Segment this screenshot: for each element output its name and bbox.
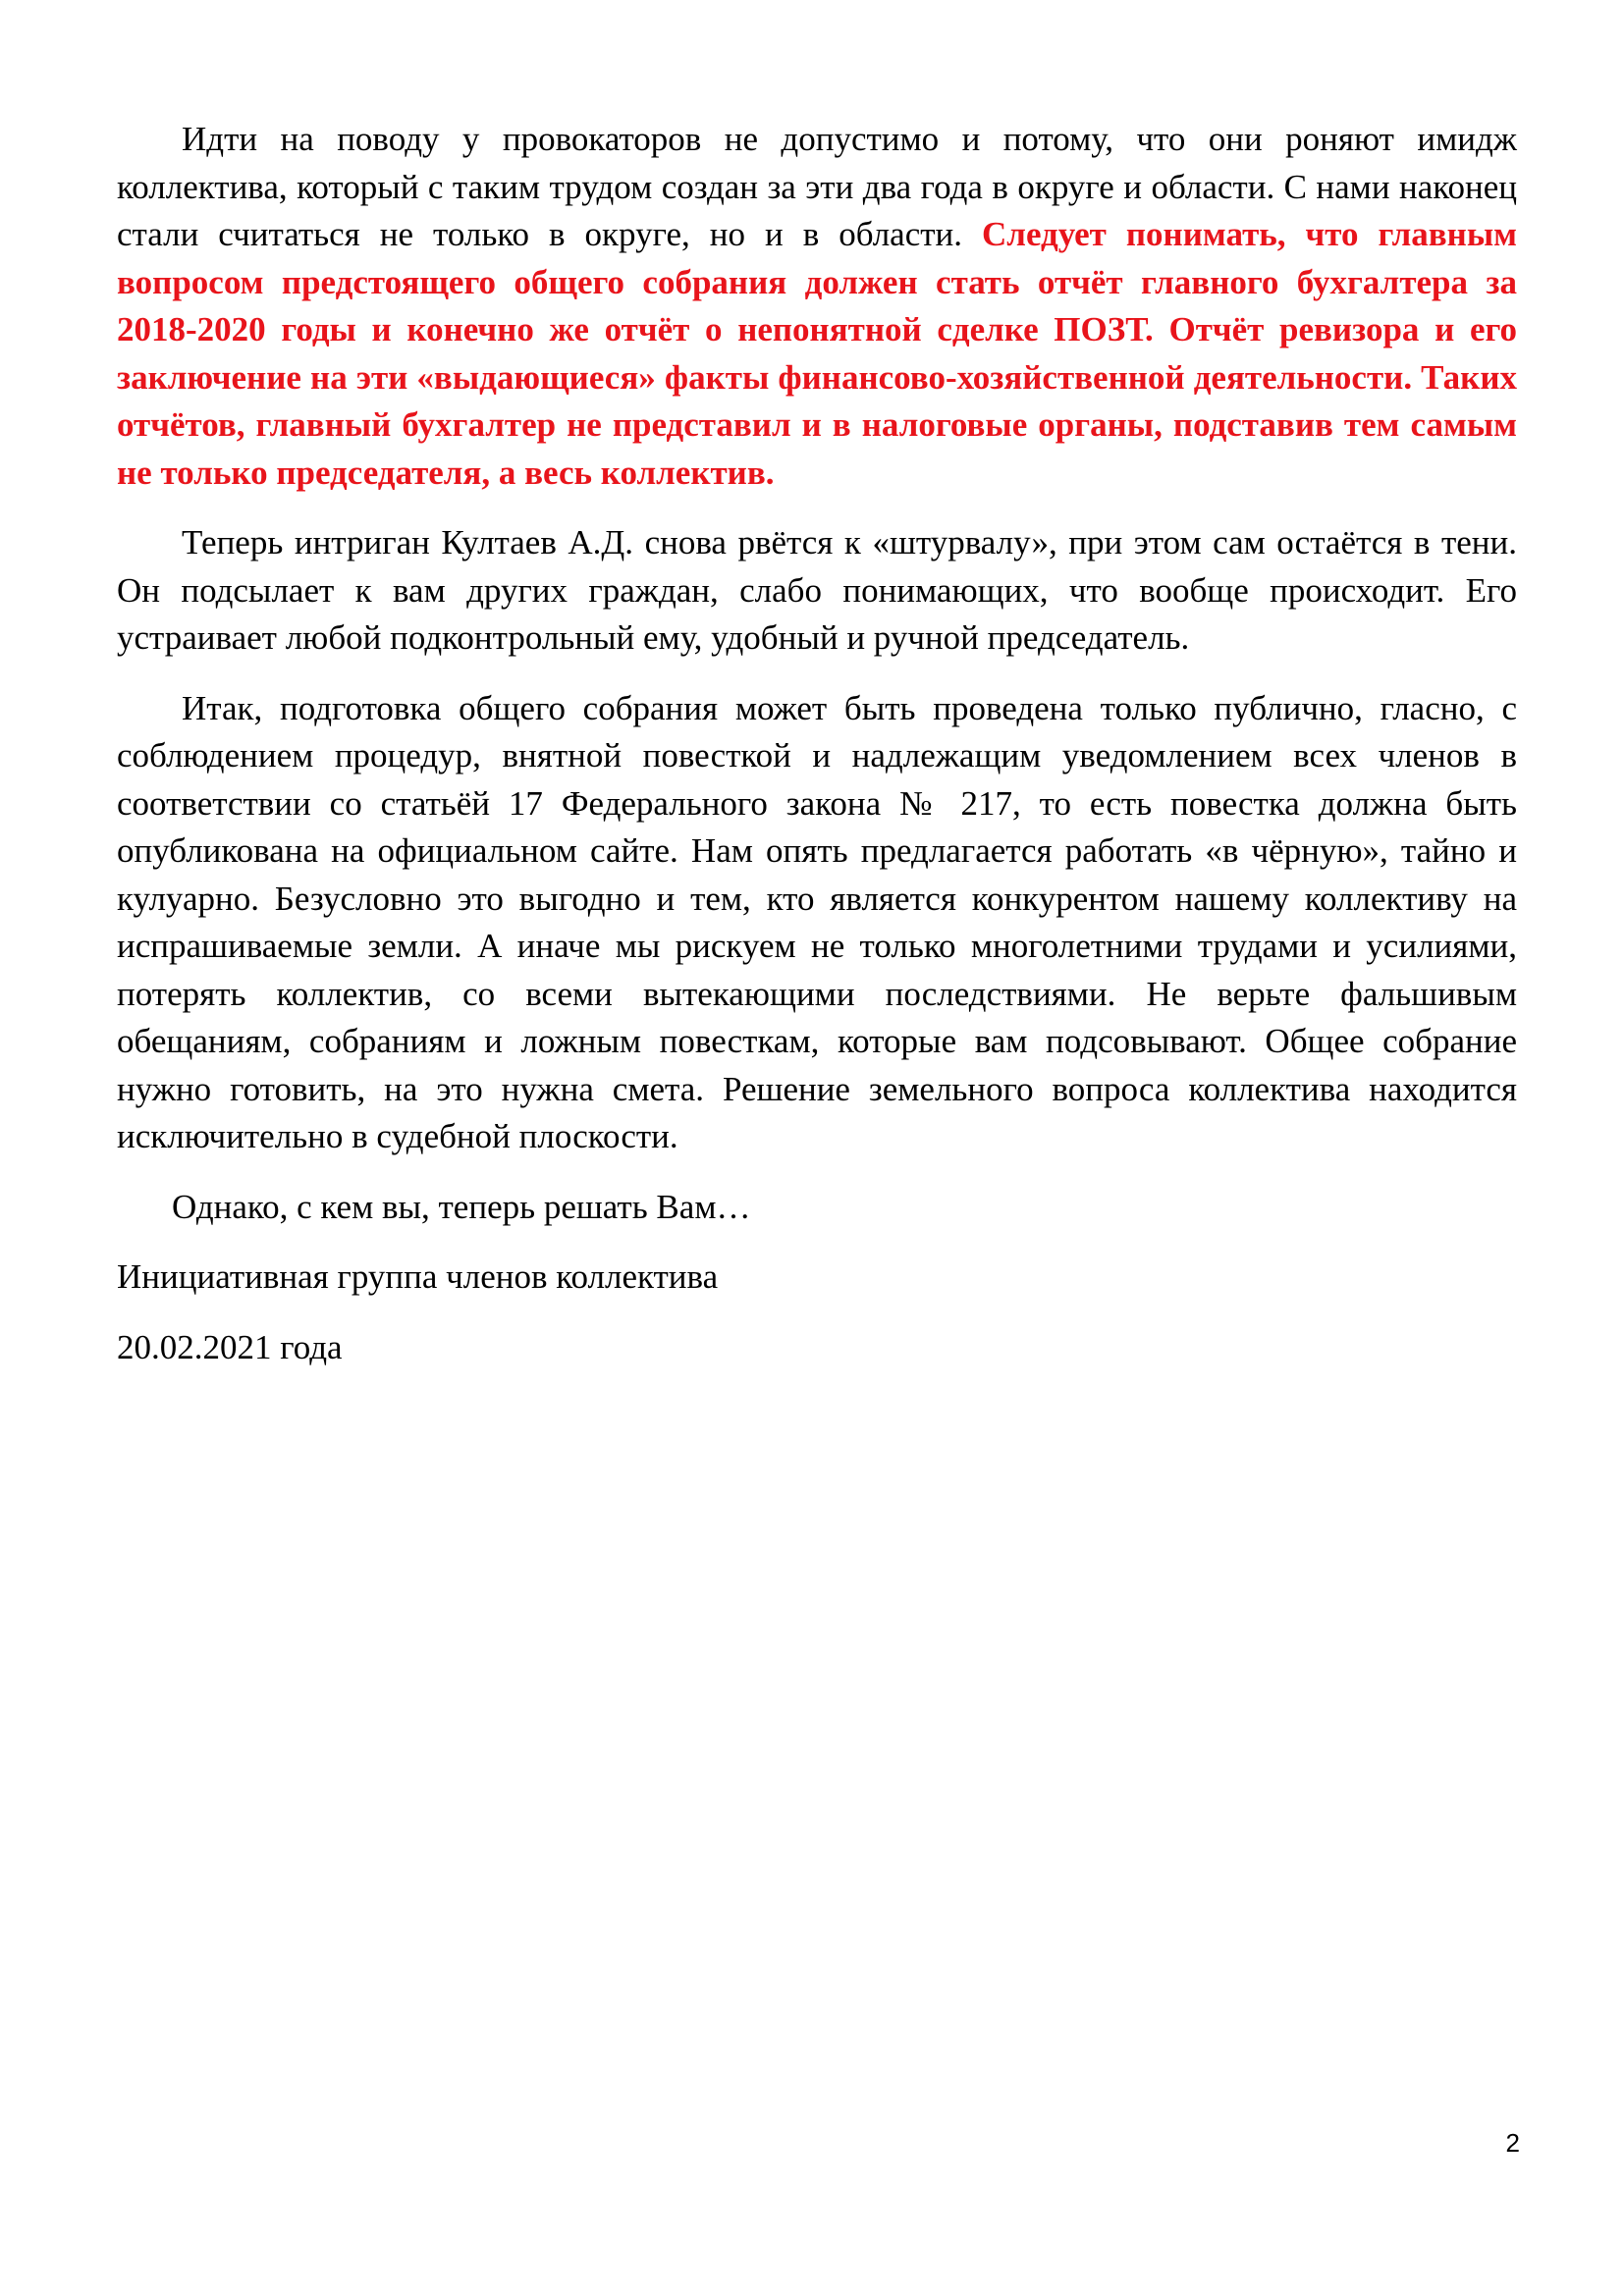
document-date: 20.02.2021 года: [117, 1327, 343, 1366]
paragraph-provocateurs: [117, 116, 1517, 497]
paragraph-intrigue: Теперь интриган Култаев А.Д. снова рвётся к «штурвалу», при этом сам остаётся в тени. Он подсылает к вам других граждан, слабо понимающих, что вообще происходит. Его устраивает любой подконтрольный ему, удобный и ручной председатель.: [117, 523, 1517, 657]
document-body: [117, 116, 1517, 1394]
highlighted-statement: Следует понимать, что главным вопросом предстоящего общего собрания должен стать отчёт главного бухгалтера за 2018-2020 годы и конечно же отчёт о непонятной сделке ПОЗТ. Отчёт ревизора и его заключение на эти «выдающиеся» факты финансово-хозяйственной деятельности. Таких отчётов, главный бухгалтер не представил и в налоговые органы, подставив тем самым не только председателя, а весь коллектив.: [117, 215, 1517, 492]
paragraph-closing-question: Однако, с кем вы, теперь решать Вам…: [172, 1187, 751, 1226]
signature-group: Инициативная группа членов коллектива: [117, 1257, 719, 1296]
paragraph-provocateurs-text: Идти на поводу у провокаторов не допустимо и потому, что они роняют имидж коллектива, который с таким трудом создан за эти два года в округе и области. С нами наконец стали считаться не только в округе, но и в области.: [117, 120, 1517, 253]
page-number: 2: [1505, 2128, 1520, 2158]
paragraph-meeting-preparation: Итак, подготовка общего собрания может быть проведена только публично, гласно, с соблюдением процедур, внятной повесткой и надлежащим уведомлением всех членов в соответствии со статьёй 17 Федерального закона № 217, то есть повестка должна быть опубликована на официальном сайте. Нам опять предлагается работать «в чёрную», тайно и кулуарно. Безусловно это выгодно и тем, кто является конкурентом нашему коллективу на испрашиваемые земли. А иначе мы рискуем не только многолетними трудами и усилиями, потерять коллектив, со всеми вытекающими последствиями. Не верьте фальшивым обещаниям, собраниям и ложным повесткам, которые вам подсовывают. Общее собрание нужно готовить, на это нужна смета. Решение земельного вопроса коллектива находится исключительно в судебной плоскости.: [117, 688, 1517, 1155]
